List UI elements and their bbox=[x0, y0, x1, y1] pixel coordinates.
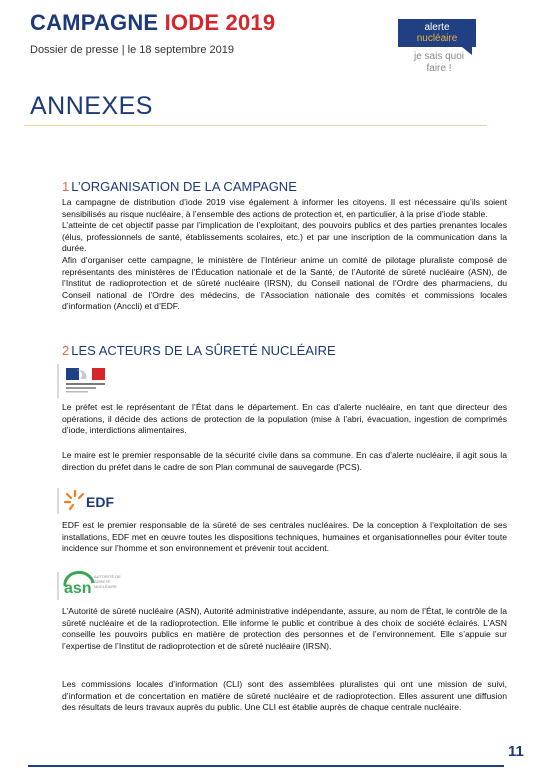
annexes-heading: ANNEXES bbox=[30, 92, 153, 120]
asn-text: L’Autorité de sûreté nucléaire (ASN), Autorité administrative indépendante, assure, au nom de l’État, le contrôle de la sûreté nucléaire et de la radioprotection. Elle informe le public et contribue à des choix de société éclairés. L’ASN conseille les pouvoirs publics en matière de protection des personnes et de l’environnement. Elle s’appuie sur l’expertise de l’Institut de radioprotection et de sûreté nucléaire (IRSN). bbox=[62, 606, 507, 651]
edf-logo bbox=[62, 488, 122, 514]
badge-line3: je sais quoi bbox=[413, 51, 465, 62]
section1-number: 1 bbox=[62, 179, 70, 194]
section1-title-text: L’ORGANISATION DE LA CAMPAGNE bbox=[71, 179, 297, 194]
maire-text: Le maire est le premier responsable de la sécurité civile dans sa commune. En cas d’alerte nucléaire, il agit sous la direction du préfet dans le cadre de son Plan communal de sauvegarde (PCS). bbox=[62, 450, 507, 472]
prefet-text: Le préfet est le représentant de l’État dans le département. En cas d’alerte nucléaire, en tant que directeur des opérations, il décide des actions de protection de la population (mise à l’abri, évacuation, ingestion de comprimés d’iode, interdictions alimentaires. bbox=[62, 402, 507, 436]
asn-logo bbox=[62, 570, 132, 602]
edf-logo-text: EDF bbox=[86, 494, 114, 510]
edf-text: EDF est le premier responsable de la sûreté de ses centrales nucléaires. De la conception à l’exploitation de ses installations, EDF met en œuvre toutes les dispositions techniques, humaines et organisationnelles pour éviter toute incidence sur l’homme et son environnement et prévenir tout accident. bbox=[62, 520, 507, 554]
marianne-icon bbox=[62, 364, 110, 396]
document-title bbox=[30, 10, 275, 36]
section1-body bbox=[62, 197, 507, 313]
section2-title-text: LES ACTEURS DE LA SÛRETÉ NUCLÉAIRE bbox=[71, 343, 336, 358]
section1-paragraph-3: Afin d’organiser cette campagne, le ministère de l’Intérieur anime un comité de pilotage pluraliste composé de représentants des ministères de l’Éducation nationale et de la Santé, de l’Autorité de sûreté nucléaire (ASN), de l’Institut de radioprotection et de sûreté nucléaire (IRSN), du Conseil national de l’Ordre des pharmaciens, du Conseil national de l’Ordre des médecins, de l’Association nationale des comités et commissions locales d’information (Anccli) et d’EDF. bbox=[62, 254, 507, 312]
title-main: CAMPAGNE bbox=[30, 10, 159, 35]
edf-logo-bar bbox=[57, 488, 59, 514]
badge-tagline bbox=[404, 51, 474, 75]
asn-logo-text: asn bbox=[64, 580, 92, 597]
footer-rule bbox=[28, 765, 504, 767]
page-number: 11 bbox=[508, 743, 524, 760]
section1-paragraph-1: La campagne de distribution d’iode 2019 vise également à informer les citoyens. Il est nécessaire qu’ils soient sensibilisés au risque nucléaire, à l’ensemble des actions de protection et, en particulier, à la prise d’iode stable. bbox=[62, 197, 507, 219]
document-subtitle: Dossier de presse | le 18 septembre 2019 bbox=[30, 44, 235, 56]
alert-badge bbox=[398, 19, 476, 47]
section2-number: 2 bbox=[62, 343, 70, 358]
logo-left-bar bbox=[57, 364, 59, 398]
title-accent: IODE 2019 bbox=[164, 10, 276, 35]
cli-text: Les commissions locales d’information (CLI) sont des assemblées pluralistes qui ont une mission de suivi, d’information et de concertation en matière de sûreté nucléaire et de radioprotection. Elles assurent une diffusion des résultats de leurs travaux auprès du public. Une CLI est établie auprès de chaque centrale nucléaire. bbox=[62, 679, 507, 713]
gouvernement-logo bbox=[62, 364, 110, 396]
asn-logo-bar bbox=[57, 572, 59, 600]
section2-title bbox=[62, 343, 336, 358]
section1-title bbox=[62, 179, 297, 194]
edf-sun-icon bbox=[62, 488, 88, 514]
badge-line1: alerte bbox=[424, 22, 450, 33]
badge-line2: nucléaire bbox=[416, 33, 458, 44]
annexes-divider bbox=[24, 125, 487, 126]
asn-logo-caption: AUTORITÉ DE SÛRETÉ NUCLÉAIRE bbox=[94, 574, 121, 589]
badge-line4: faire ! bbox=[426, 63, 452, 74]
section1-paragraph-2: L’atteinte de cet objectif passe par l’implication de l’exploitant, des pouvoirs publics et des parties prenantes locales (élus, professionnels de santé, établissements scolaires, etc.) et par une inscription de la communication dans la durée. bbox=[62, 220, 507, 254]
